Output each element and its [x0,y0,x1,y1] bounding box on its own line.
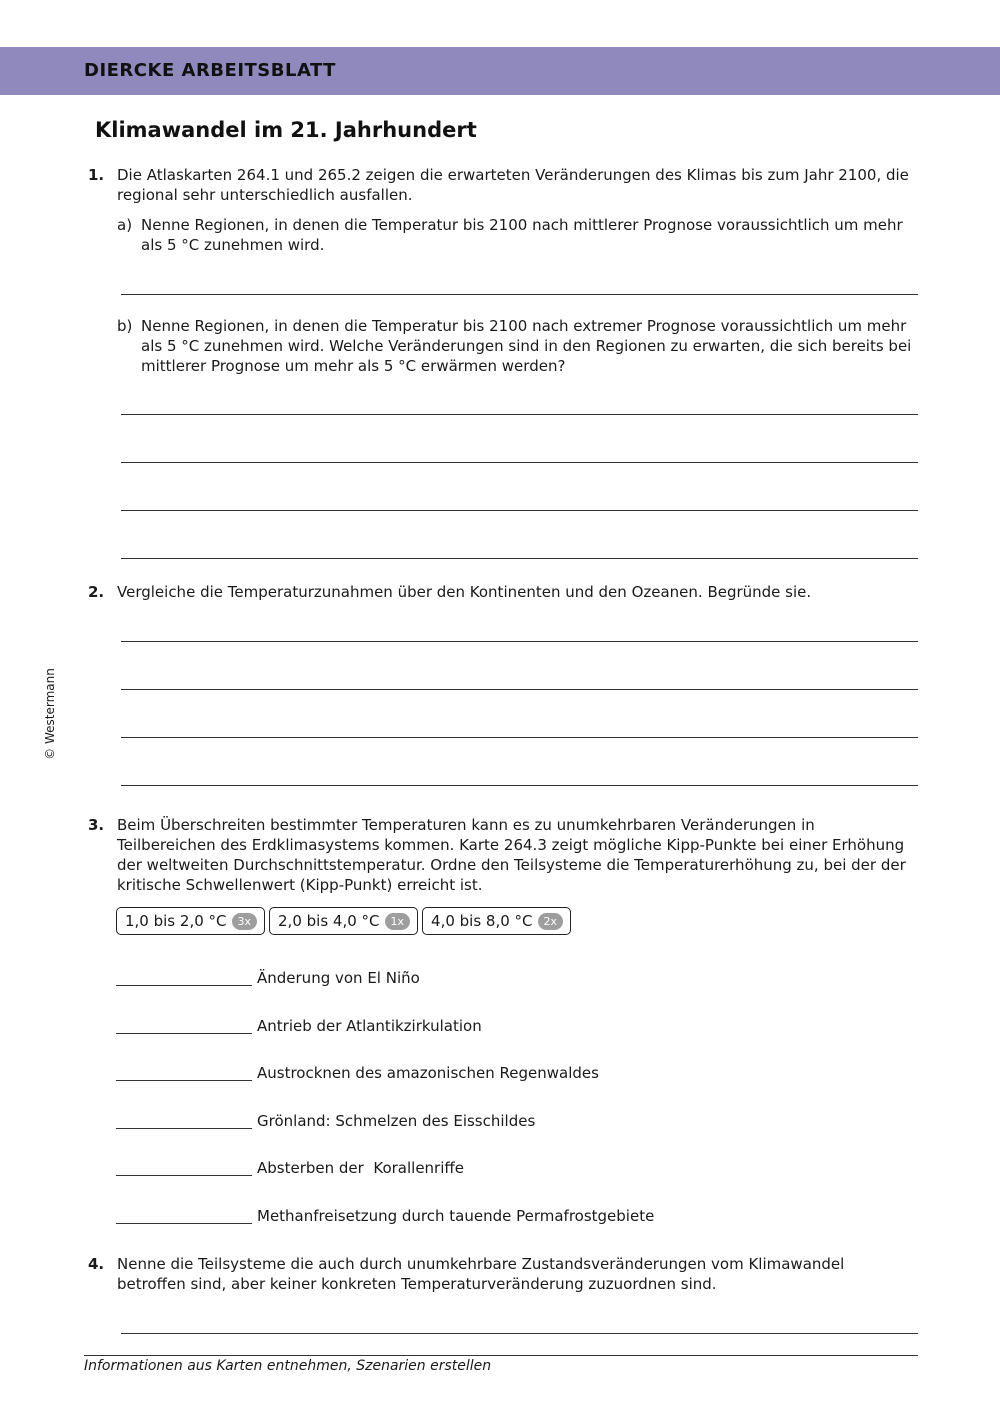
question-1a-label: a) [117,216,133,234]
temperature-chip[interactable] [422,907,571,935]
answer-line-4-1[interactable] [121,1333,918,1334]
question-3-text: Beim Überschreiten bestimmter Temperaturen kann es zu unumkehrbaren Veränderungen in Teilbereichen des Erdklimasystems kommen. Karte 264.3 zeigt mögliche Kipp-Punkte bei einer Erhöhung der weltweiten Durchschnittstemperatur. Ordne den Teilsysteme die Temperaturerhöhung zu, bei der der kritische Schwellenwert (Kipp-Punkt) erreicht ist. [117,816,906,894]
temperature-chip-row [116,907,571,935]
chip-label: 2,0 bis 4,0 °C [278,912,380,930]
question-4-number: 4. [88,1255,105,1273]
answer-line-2-3[interactable] [121,737,918,738]
answer-line-2-2[interactable] [121,689,918,690]
question-1b-text: Nenne Regionen, in denen die Temperatur bis 2100 nach extremer Prognose voraussichtlich um mehr als 5 °C zunehmen wird. Welche Veränderungen sind in den Regionen zu erwarten, die sich bereits bei mittlerer Prognose um mehr als 5 °C erwärmen werden? [141,317,912,375]
answer-line-1b-4[interactable] [121,558,918,559]
chip-count-badge: 1x [385,913,411,930]
tipping-point-item: Änderung von El Niño [257,969,420,987]
question-1-number: 1. [88,166,105,184]
answer-line-1b-1[interactable] [121,414,918,415]
chip-label: 4,0 bis 8,0 °C [431,912,533,930]
chip-label: 1,0 bis 2,0 °C [125,912,227,930]
header-label: DIERCKE ARBEITSBLATT [84,60,336,81]
question-1b-label: b) [117,317,133,335]
chip-count-badge: 3x [232,913,258,930]
question-1a-text: Nenne Regionen, in denen die Temperatur bis 2100 nach mittlerer Prognose voraussichtlich um mehr als 5 °C zunehmen wird. [141,216,903,254]
footer-text: Informationen aus Karten entnehmen, Szenarien erstellen [84,1358,492,1374]
temperature-chip[interactable] [116,907,265,935]
answer-line-1b-3[interactable] [121,510,918,511]
tipping-point-item: Austrocknen des amazonischen Regenwaldes [257,1064,599,1082]
fill-blank-5[interactable] [116,1175,252,1176]
question-3-number: 3. [88,816,105,834]
answer-line-1a-1[interactable] [121,294,918,295]
tipping-point-item: Antrieb der Atlantikzirkulation [257,1017,482,1035]
page-title: Klimawandel im 21. Jahrhundert [95,118,477,142]
fill-blank-1[interactable] [116,985,252,986]
footer-divider [84,1355,918,1356]
chip-count-badge: 2x [538,913,564,930]
fill-blank-3[interactable] [116,1080,252,1081]
answer-line-2-4[interactable] [121,785,918,786]
question-4-text: Nenne die Teilsysteme die auch durch unumkehrbare Zustandsveränderungen vom Klimawandel betroffen sind, aber keiner konkreten Temperaturveränderung zuzuordnen sind. [117,1255,845,1293]
fill-blank-6[interactable] [116,1223,252,1224]
tipping-point-item: Absterben der Korallenriffe [257,1159,464,1177]
question-2-text: Vergleiche die Temperaturzunahmen über den Kontinenten und den Ozeanen. Begründe sie. [117,583,812,601]
tipping-point-item: Grönland: Schmelzen des Eisschildes [257,1112,536,1130]
question-1-text: Die Atlaskarten 264.1 und 265.2 zeigen die erwarteten Veränderungen des Klimas bis zum Jahr 2100, die regional sehr unterschiedlich ausfallen. [117,166,909,204]
fill-blank-4[interactable] [116,1128,252,1129]
question-2-number: 2. [88,583,105,601]
fill-blank-2[interactable] [116,1033,252,1034]
tipping-point-item: Methanfreisetzung durch tauende Permafrostgebiete [257,1207,655,1225]
answer-line-2-1[interactable] [121,641,918,642]
copyright-credit: © Westermann [43,668,57,760]
temperature-chip[interactable] [269,907,418,935]
answer-line-1b-2[interactable] [121,462,918,463]
